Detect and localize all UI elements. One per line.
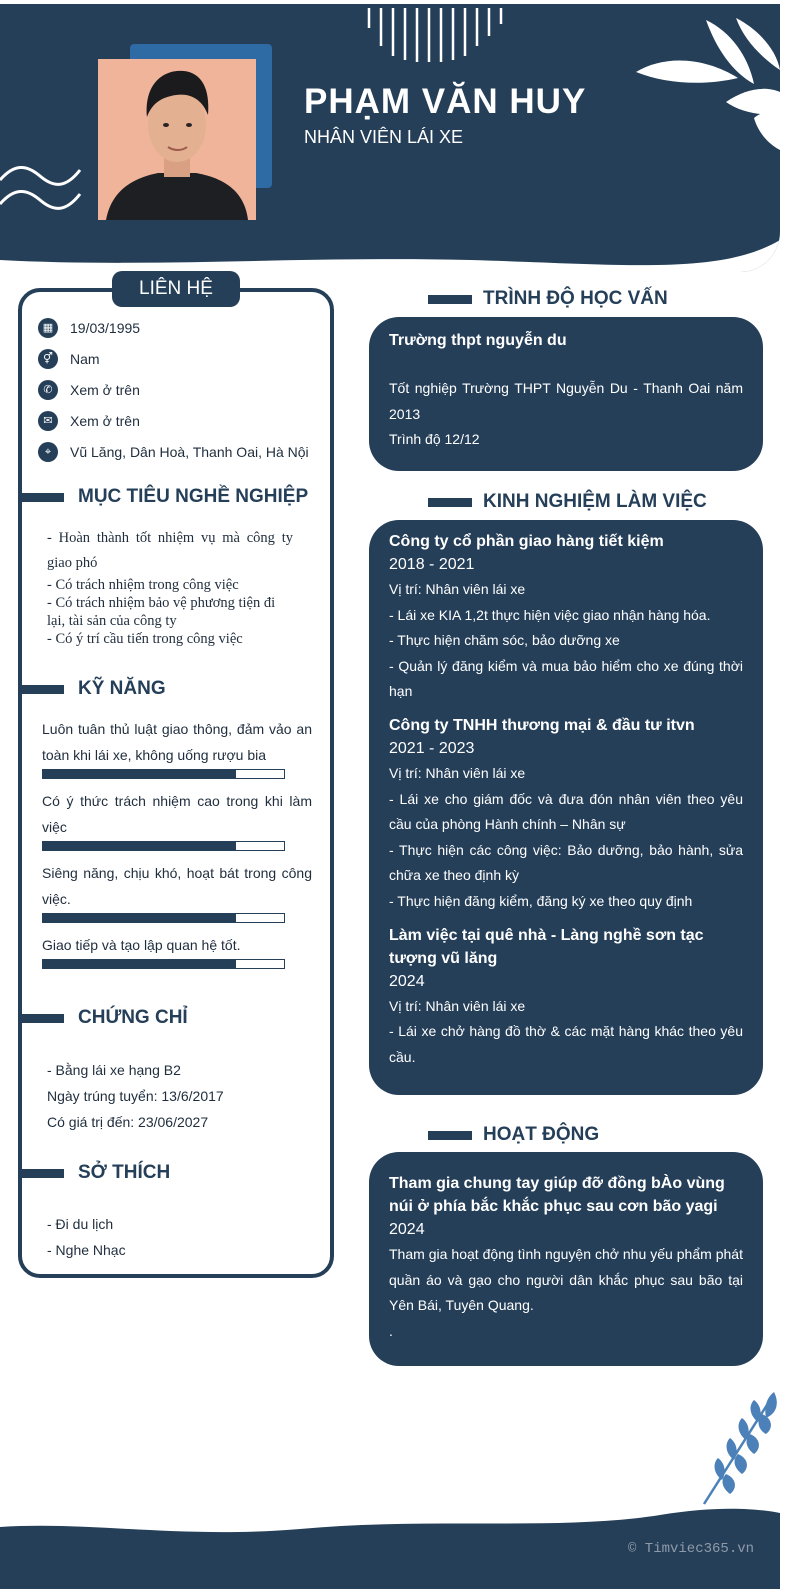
skill-text: Luôn tuân thủ luật giao thông, đảm vảo an toàn khi lái xe, không uống rượu bia [42,721,312,763]
heading-bar [428,1131,472,1140]
job-entry [389,714,743,915]
leaf-decoration [636,14,780,154]
certificate-line: Có giá trị đến: 23/06/2027 [47,1114,209,1130]
job-entry [389,924,743,1071]
decorative-wave [0,162,82,212]
job-entry [389,530,743,705]
skill-item [42,860,312,923]
experience-heading: KINH NGHIỆM LÀM VIỆC [483,491,707,512]
education-panel [369,317,763,471]
objective-line: - Có trách nhiệm bảo vệ phương tiện đi lại, tài sản của công ty [47,595,276,629]
skill-level-bar [42,959,285,969]
job-detail: - Quản lý đăng kiểm và mua bảo hiểm cho xe đúng thời hạn [389,657,743,700]
skill-level-bar [42,913,285,923]
objective-line: - Hoàn thành tốt nhiệm vụ mà công ty giao phó [47,530,293,571]
gender-icon: ⚥ [38,349,58,369]
job-period: 2021 - 2023 [389,739,475,757]
activities-heading-row [428,1124,599,1146]
skill-item [42,932,312,969]
contact-heading: LIÊN HỆ [112,271,240,307]
job-detail: - Thực hiện đăng kiểm, đăng ký xe theo quy định [389,892,693,909]
leaf-branch-decoration [700,1388,780,1506]
skill-text: Siêng năng, chịu khó, hoạt bát trong công việc. [42,865,312,907]
certificates-list [47,1057,224,1135]
company-name: Công ty TNHH thương mại & đầu tư itvn [389,716,695,734]
copyright-text: © Timviec365.vn [628,1541,755,1557]
job-detail: - Lái xe chở hàng đồ thờ & các mặt hàng khác theo yêu cầu. [389,1023,743,1065]
education-heading: TRÌNH ĐỘ HỌC VẤN [483,288,668,309]
education-line: Tốt nghiệp Trường THPT Nguyễn Du - Thanh Oai năm 2013 [389,380,743,422]
certificates-heading-row [22,1007,188,1029]
objective-heading: MỤC TIÊU NGHỀ NGHIỆP [78,486,309,507]
heading-bar [428,498,472,507]
certificate-line: - Bằng lái xe hạng B2 [47,1062,181,1078]
skill-item [42,788,312,851]
contact-gender [38,349,100,369]
objective-text [47,526,293,648]
skill-level-fill [43,960,236,968]
skills-heading: KỸ NĂNG [78,678,166,699]
school-name: Trường thpt nguyễn du [389,332,567,349]
activity-period: 2024 [389,1221,425,1238]
contact-value: Nam [70,351,100,367]
contact-birthdate [38,318,140,338]
contact-value: Xem ở trên [70,413,140,429]
contact-address [38,442,309,462]
heading-bar [22,1169,64,1178]
email-icon: ✉ [38,411,58,431]
job-detail: - Lái xe cho giám đốc và đưa đón nhân viên theo yêu cầu của phòng Hành chính – Nhân sự [389,790,743,833]
skill-level-fill [43,770,236,778]
job-period: 2018 - 2021 [389,556,475,573]
contact-email [38,411,140,431]
skills-heading-row [22,678,166,700]
company-name: Công ty cổ phần giao hàng tiết kiệm [389,533,664,550]
job-detail: Vị trí: Nhân viên lái xe [389,997,526,1014]
skill-item [42,716,312,779]
activities-heading: HOẠT ĐỘNG [483,1124,600,1145]
activity-detail: Tham gia hoạt động tình nguyện chở nhu yếu phẩm phát quần áo và gạo cho người dân khắc phục sau bão tại Yên Bái, Tuyên Quang. [389,1246,743,1314]
education-heading-row [428,288,668,310]
certificates-heading: CHỨNG CHỈ [78,1007,188,1028]
activities-panel [369,1152,763,1366]
calendar-icon: ▦ [38,318,58,338]
candidate-name: PHẠM VĂN HUY [304,82,587,121]
objective-line: - Có ý trí cầu tiến trong công việc [47,631,243,647]
header-bottom-wave [0,236,780,272]
skill-level-bar [42,841,285,851]
job-detail: Vị trí: Nhân viên lái xe [389,581,526,597]
heading-bar [22,1014,64,1023]
skill-level-fill [43,914,236,922]
contact-value: 19/03/1995 [70,320,141,336]
heading-bar [428,295,472,304]
hobby-line: - Nghe Nhạc [47,1242,126,1258]
hobbies-heading-row [22,1162,170,1184]
hobby-line: - Đi du lịch [47,1216,114,1232]
job-detail: - Thực hiện các công việc: Bảo dưỡng, bảo hành, sửa chữa xe theo định kỳ [389,841,743,884]
job-detail: Vị trí: Nhân viên lái xe [389,764,526,781]
contact-value: Xem ở trên [70,382,140,398]
activity-title: Tham gia chung tay giúp đỡ đồng bÀo vùng núi ở phía bắc khắc phục sau cơn bão yagi [389,1175,725,1215]
phone-icon: ✆ [38,380,58,400]
hobbies-heading: SỞ THÍCH [78,1162,171,1183]
heading-bar [22,493,64,502]
decorative-lines [365,8,515,64]
skill-level-bar [42,769,285,779]
skill-level-fill [43,842,236,850]
experience-heading-row [428,491,707,513]
certificate-line: Ngày trúng tuyển: 13/6/2017 [47,1088,224,1104]
objective-heading-row [22,486,308,508]
profile-photo [98,59,256,220]
skill-text: Giao tiếp và tạo lập quan hệ tốt. [42,937,241,953]
education-line: Trình độ 12/12 [389,431,480,448]
job-title: NHÂN VIÊN LÁI XE [304,127,464,147]
job-detail: - Thực hiện chăm sóc, bảo dưỡng xe [389,632,620,649]
contact-phone [38,380,140,400]
job-period: 2024 [389,972,425,990]
company-name: Làm việc tại quê nhà - Làng nghề sơn tạc tượng vũ lăng [389,926,704,967]
experience-panel [369,520,763,1095]
heading-bar [22,685,64,694]
location-icon: ⌖ [38,442,58,462]
activity-detail: . [389,1322,393,1339]
skill-text: Có ý thức trách nhiệm cao trong khi làm việc [42,793,312,835]
hobbies-list [47,1211,126,1263]
job-detail: - Lái xe KIA 1,2t thực hiện việc giao nhận hàng hóa. [389,606,711,623]
objective-line: - Có trách nhiệm trong công việc [47,577,239,593]
contact-value: Vũ Lăng, Dân Hoà, Thanh Oai, Hà Nội [70,444,309,460]
